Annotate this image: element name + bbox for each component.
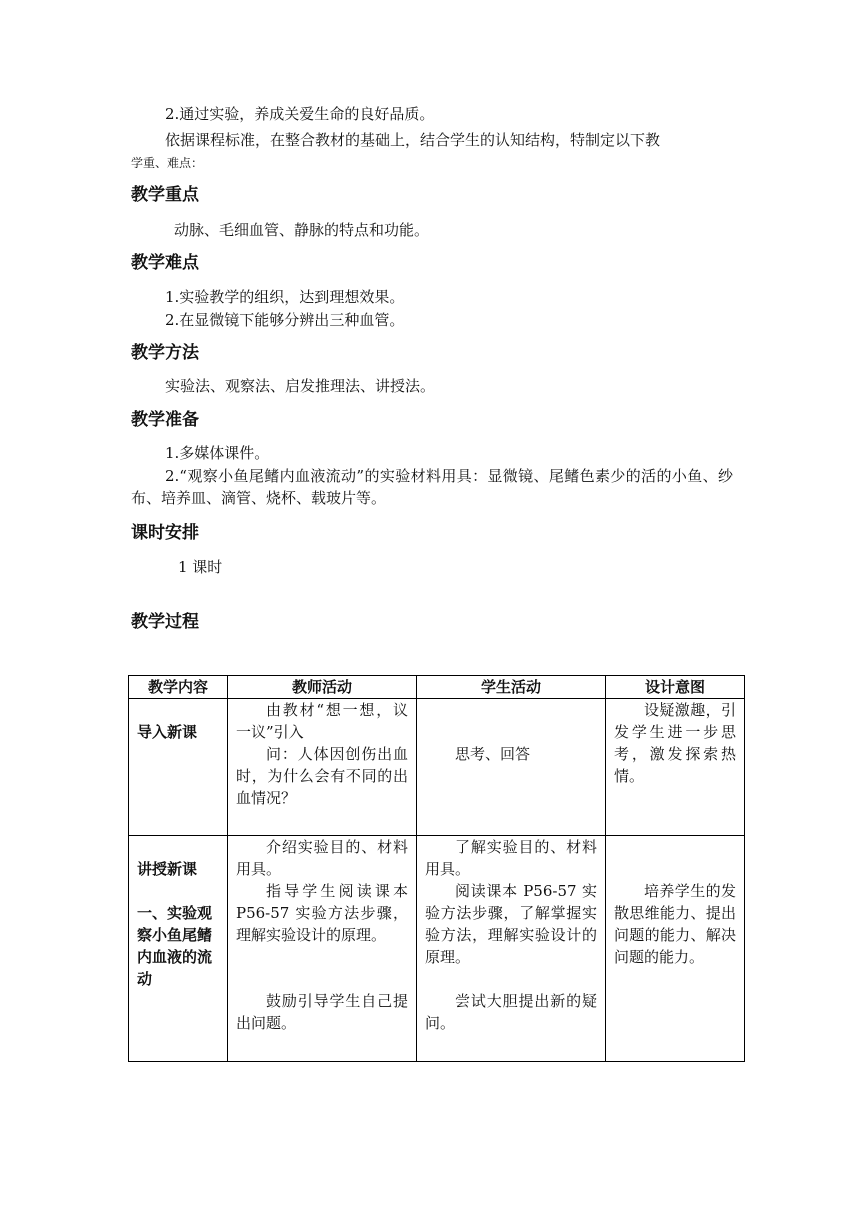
row1-content: 导入新课: [129, 699, 228, 836]
header-student: 学生活动: [417, 676, 606, 699]
row2-student: [417, 836, 606, 1062]
table-row: [129, 699, 745, 836]
row1-teacher-p1: 由教材“想一想，议一议”引入: [236, 701, 408, 741]
row2-content-sub: 一、实验观察小鱼尾鳍内血液的流动: [137, 904, 213, 988]
row2-student-p1: 了解实验目的、材料用具。: [425, 838, 597, 878]
row2-content: [129, 836, 228, 1062]
schedule-heading: 课时安排: [131, 523, 199, 543]
row2-teacher-p3: 鼓励引导学生自己提出问题。: [236, 992, 408, 1032]
header-intent: 设计意图: [606, 676, 745, 699]
difficulty-item-1: 1.实验教学的组织，达到理想效果。: [165, 288, 405, 306]
row1-intent: 设疑激趣，引发学生进一步思考，激发探索热情。: [606, 699, 745, 836]
methods-heading: 教学方法: [131, 343, 199, 363]
row2-student-p2: 阅读课本 P56-57 实验方法步骤，了解掌握实验方法，理解实验设计的原理。: [425, 882, 597, 966]
row1-teacher: [228, 699, 417, 836]
header-content: 教学内容: [129, 676, 228, 699]
difficulties-heading: 教学难点: [131, 253, 199, 273]
methods-text: 实验法、观察法、启发推理法、讲授法。: [165, 377, 436, 395]
key-points-text: 动脉、毛细血管、静脉的特点和功能。: [174, 221, 430, 239]
row2-teacher: [228, 836, 417, 1062]
process-heading: 教学过程: [131, 612, 199, 632]
intro-line-2: 依据课程标准，在整合教材的基础上，结合学生的认知结构，特制定以下教: [165, 131, 661, 149]
intro-line-1: 2.通过实验，养成关爱生命的良好品质。: [165, 105, 435, 123]
schedule-text: 1 课时: [178, 558, 223, 576]
preparation-item-1: 1.多媒体课件。: [165, 444, 270, 462]
row2-intent: 培养学生的发散思维能力、提出问题的能力、解决问题的能力。: [606, 836, 745, 1062]
teaching-process-table: [128, 675, 745, 1062]
table-row: [129, 836, 745, 1062]
header-teacher: 教师活动: [228, 676, 417, 699]
preparation-item-2: 2.“观察小鱼尾鳍内血液流动”的实验材料用具：显微镜、尾鳍色素少的活的小鱼、纱布、培养皿、滴管、烧杯、载玻片等。: [131, 467, 733, 507]
row2-teacher-p2: 指导学生阅读课本 P56-57 实验方法步骤，理解实验设计的原理。: [236, 882, 408, 944]
row2-teacher-p1: 介绍实验目的、材料用具。: [236, 838, 408, 878]
row2-content-title: 讲授新课: [137, 860, 198, 878]
table-header-row: [129, 676, 745, 699]
key-points-heading: 教学重点: [131, 185, 199, 205]
row1-teacher-p2: 问：人体因创伤出血时，为什么会有不同的出血情况？: [236, 745, 408, 807]
row1-student: 思考、回答: [417, 699, 606, 836]
intro-line-2-cont: 学重、难点：: [131, 156, 204, 170]
preparation-heading: 教学准备: [131, 410, 199, 430]
row2-student-p3: 尝试大胆提出新的疑问。: [425, 992, 597, 1032]
difficulty-item-2: 2.在显微镜下能够分辨出三种血管。: [165, 311, 405, 329]
